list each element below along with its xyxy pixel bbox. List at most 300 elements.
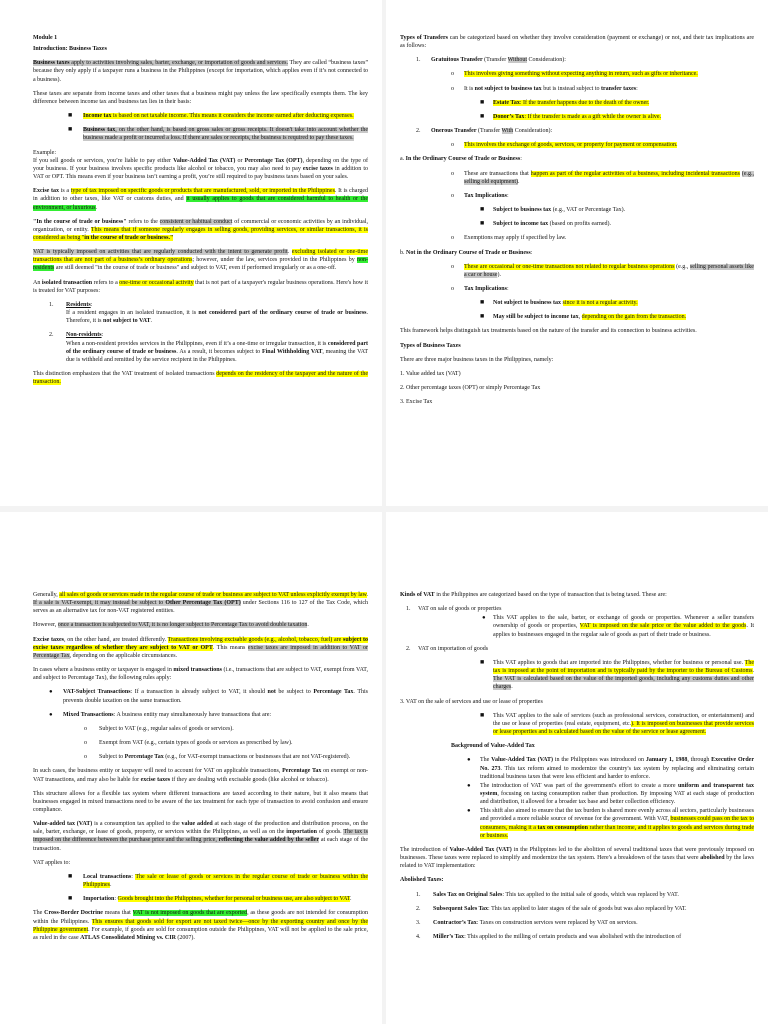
text-run: Goods brought into the Philippines, whether for personal or business use, are also subject to VAT [117,896,350,903]
text-run: : This applied to the milling of certain products and was abolished with the introduction of [464,934,682,940]
text-run: Kinds of VAT [400,592,435,598]
document-page-2 [386,0,768,506]
paragraph-distinction [33,370,368,386]
text-run: , on the other hand, are treated differently. [64,636,168,643]
text-run: abolished [700,855,725,862]
text-run: Percentage Tax [282,768,322,775]
text-run: The sale or lease of goods or services in the regular course of trade or business within the Philippines [83,873,369,889]
number-marker: 2. [416,128,421,135]
text-run: . As a result, it becomes subject to [176,348,262,355]
text-run: , as these goods are not intended for consumption within the Philippines. [33,910,369,925]
text-run: : If the transfer happens due to the death of the owner. [519,99,650,106]
list-item-contractors-tax [400,919,754,927]
list-item-millers-tax [400,933,754,941]
text-run: . [511,684,513,691]
list-item-services-desc [400,712,754,736]
text-run: However, [33,622,58,629]
paragraph-vat-definition [33,820,368,853]
text-run: (e.g., VAT or Percentage Tax). [551,207,626,214]
list-item-donors-tax [400,113,754,121]
text-run: excise taxes [140,776,171,783]
text-run: : [114,896,118,903]
text-run: Tax Implications [464,192,507,199]
text-run: There are three major business taxes in the Philippines, namely: [400,356,554,363]
list-item-subject-vat [33,725,368,733]
text-run: . This means [212,644,248,651]
list-item-subject-business-tax [400,206,754,214]
list-item-onerous [400,127,754,135]
list-item-subject-income-tax [400,220,754,228]
text-run: . Therefore, it is [66,310,368,325]
circle-marker: o [451,85,454,92]
text-run: businesses could pass on the tax to consumers, making it a [480,816,754,831]
text-run: isolated transaction [41,279,93,286]
text-run: Percentage Tax [313,689,354,696]
text-run: type of tax imposed on specific goods or products that are manufactured, sold, or imported in the Philippines [70,188,335,195]
text-run: . [349,896,352,903]
text-run: Residents [66,301,91,308]
text-run: not considered part of the ordinary course of trade or business [198,310,367,317]
list-item-subject-percentage [33,753,368,761]
text-run: , focusing on taxing consumption rather than production. By imposing VAT at each stage of production and distribution, it allowed for a broader tax base and better collection efficiency. [480,790,754,806]
text-run: subject to excise taxes regardless of whether they are subject to VAT or OPT [33,636,369,651]
paragraph-three-taxes [400,356,754,364]
text-run: : If the transfer is made as a gift while the owner is alive. [524,113,662,120]
text-run: The tax is imposed on the difference between the purchase price and the selling price, [33,829,368,844]
text-run: (2007). [175,934,195,941]
text-run: Example: [33,149,56,156]
text-run: reflecting the value added by the seller [218,837,320,844]
paragraph-kinds-of-vat [400,591,754,599]
text-run: (e.g., for VAT-exempt transactions or businesses that are not VAT-registered). [163,754,351,761]
text-run: is a [59,188,71,195]
text-run: Not in the Ordinary Course of Trade or Business [406,249,531,256]
paragraph-such-cases [33,767,368,783]
text-run: . [366,592,368,598]
text-run: Sales Tax on Original Sales [433,891,503,898]
text-run: . [752,668,754,675]
text-run: This ensures that goods sold for export are not taxed twice—once by the exporting country and once by the Philippine government [33,918,368,933]
list-item-vat-introduced [400,756,754,780]
text-run: Value-added tax (VAT) [33,821,93,828]
text-run: rather than income, and it applies to goods and services during trade or business. [480,824,755,839]
text-run: Executive Order No. 273 [480,757,754,772]
bullet-marker: ■ [480,97,485,106]
text-run: Consideration): [513,128,553,135]
text-run: Onerous Transfer [431,128,477,135]
heading-abolished-taxes: Abolished Taxes: [400,877,444,884]
list-item-estate-tax [400,99,754,107]
text-run: all sales of goods or services made in the regular course of trade or business are subject to VAT unless explicitly exempt by law [59,592,367,598]
list-item-uniform-system [400,782,754,806]
text-run: In such cases, the business entity or taxpayer will need to account for VAT on applicable transactions, [33,768,283,775]
circle-marker: o [451,192,454,199]
text-run: . It applies to businesses engaged in the regular sale of goods as part of their trade or business. [493,623,755,638]
text-run: Contractor’s Tax [433,919,477,926]
text-run: if they are dealing with excisable goods (like alcohol or tobacco). [170,776,329,783]
text-run: This structure allows for a flexible tax system where different transactions are taxed according to their nature, but it also means that businesses engaged in mixed transactions need to be aware of the tax treatment for each type of transaction to avoid confusion and ensure compliance. [33,790,368,813]
text-run: This VAT applies to the sale, barter, or exchange of goods or properties. Whenever a seller transfers ownership of goods or properties, [493,615,754,630]
text-run: Local transactions [83,873,132,880]
heading-background-vat: Background of Value-Added Tax [451,743,535,750]
text-run: VAT on sale of goods or properties [418,606,502,613]
document-page-1 [0,0,382,506]
text-run: This means that if someone regularly engages in selling goods, providing services, or similar transactions, it is considered as being " [33,226,369,241]
paragraph-excise-tax [33,187,368,211]
text-run: The [480,757,492,764]
paragraph-generally-vat [33,591,368,615]
text-run: excluding isolated or one-time transactions that are not part of a business’s ordinary operations [33,249,368,264]
text-run: consistent or habitual conduct [159,218,233,225]
number-marker: 2. [49,332,54,339]
list-item-importation [33,895,368,903]
bullet-marker: ● [482,615,486,622]
document-page-3 [0,512,382,1024]
text-run: it usually applies to goods that are considered harmful to health or the environment, or luxurious [33,196,368,211]
text-run: (Transfer [482,57,508,64]
text-run: These taxes are separate from income taxes and other taxes that a business might pay unless the law specifically exempts them. The key difference between income tax and business tax lies in their basis: [33,90,368,105]
text-run: May still be subject to income tax [493,314,579,321]
text-run: Consideration): [527,57,566,64]
text-run: on exempt or non-VAT transactions, and may also be liable for [33,768,369,783]
text-run: can be categorized based on whether they involve consideration (payment or exchange) or not, and their tax implications are as follows: [400,35,754,50]
text-run: Subsequent Sales Tax [433,905,489,912]
text-run: Mixed Transactions [63,711,114,718]
text-run: non-residents [33,257,368,272]
bullet-marker: ● [467,757,471,764]
list-item-tax-implications-2 [400,285,754,293]
bullet-marker: ■ [480,219,485,228]
text-run: (based on profits earned). [548,221,611,228]
text-run: Subject to VAT (e.g., regular sales of goods or services). [99,725,234,732]
text-run: The introduction of [400,846,450,853]
text-run: since it is not a regular activity. [562,300,638,307]
paragraph-example [33,149,368,182]
module-title: Module 1 [33,35,58,41]
text-run: depends on the residency of the taxpayer and the nature of the transaction. [33,371,368,386]
tax-type-vat: 1. Value added tax (VAT) [400,370,461,377]
paragraph-types-of-transfers [400,34,754,50]
text-run: Excise taxes [33,636,65,643]
text-run: VAT is imposed on the sale price or the value added to the goods [579,623,747,630]
list-item-tax-burden [400,807,754,840]
text-run: ). It is imposed on businesses that provide services or lease properties and is calculated based on the value of the service or lease agreement. [493,720,755,736]
text-run: , [578,314,582,321]
bullet-marker: ■ [480,312,485,321]
text-run: of commercial or economic activities by an individual, organization, or entity. [33,218,368,233]
text-run: This shift also aimed to ensure that the tax burden is shared more evenly across all sectors, particularly businesses and provided a more reliable source of revenue for the government. With VAT, [480,808,754,823]
text-run: refers to the [126,218,160,225]
list-item-importation-desc [400,659,754,692]
text-run: ATLAS Consolidated Mining vs. CIR [80,934,176,941]
text-run: : [506,285,509,292]
text-run: : [506,192,509,199]
text-run: VAT applies to: [33,859,71,866]
text-run: Importation [83,896,115,903]
text-run: Subject to business tax [493,207,552,214]
text-run: . [307,622,309,629]
text-run: in the Philippines are categorized based on the type of transaction that is being taxed. These are: [434,592,667,598]
text-run: Value-Added Tax (VAT) [449,846,512,853]
list-item-non-residents [33,331,368,364]
paragraph-cross-border [33,909,368,942]
list-item-vat-sale-goods [400,605,754,613]
text-run: Value-Added Tax (VAT) [173,157,236,164]
text-run: Not subject to business tax [493,300,562,307]
list-item-exemptions [400,234,754,242]
bullet-marker: ■ [480,657,485,666]
text-run: Non-residents [66,332,102,339]
text-run: : [520,156,522,163]
text-run: at each stage of the transaction. [33,837,369,852]
number-marker: 1. [416,57,421,64]
list-item-business-tax [33,126,368,142]
text-run: be subject to [275,689,314,696]
text-run: considered part of the ordinary course of trade or business [66,340,368,355]
text-run: happen as part of the regular activities of a business, including incidental transactions [530,170,740,177]
bullet-marker: ■ [480,298,485,307]
bullet-marker: ● [467,808,471,815]
text-run: excise taxes [302,165,333,172]
text-run: importation [286,829,317,836]
text-run: in the Philippines was introduced on [553,757,646,764]
text-run: : [636,85,638,92]
text-run: Types of Transfers [400,35,448,41]
text-run: : [530,249,533,256]
circle-marker: o [451,71,454,78]
paragraph-flexible-system [33,790,368,814]
text-run: "In the course of trade or business" [33,218,127,225]
list-item-income-tax [33,112,368,120]
text-run: They are called “business taxes” because they only apply if a taxpayer runs a business in the Philippines (except for importation, which applies even if it’s not connected to a business). [33,60,369,83]
text-run: The introduction of VAT was part of the government's effort to create a more [480,782,678,789]
paragraph-framework [400,327,754,335]
text-run: . [95,204,97,211]
paragraph-course-of-trade [33,218,368,242]
paragraph-business-taxes [33,59,368,83]
text-run: refers to a [92,279,120,286]
text-run: not [267,689,276,696]
text-run: January 1, 1988 [645,757,688,764]
text-run: in the Philippines led to the abolition of several traditional taxes that were previously imposed on businesses. These taxes were replaced to simplify and modernize the tax system. Here's a breakdown of the taxes that were [400,846,755,862]
text-run: : Taxes on construction services were replaced by VAT on services. [476,919,638,926]
text-run: If a sale is VAT-exempt, it may instead be subject to [33,600,166,607]
text-run: , depending on the applicable circumstances. [69,652,178,659]
text-run: (i.e., transactions that are subject to VAT, exempt from VAT, and subject to Percentage Tax), the following rules apply: [33,667,368,682]
circle-marker: o [451,235,454,242]
text-run: not subject to business tax [474,85,542,92]
list-item-local-transactions [33,873,368,889]
text-run: Exemptions may apply if specified by law. [464,235,567,242]
paragraph-mixed-transactions [33,666,368,682]
text-run: are still deemed "in the course of trade or business" and subject to VAT, even if performed irregularly or as a one-off. [54,265,337,272]
number-marker: 3. [416,919,421,926]
bullet-marker: ● [49,711,53,718]
text-run: one-time or occasional activity [119,279,194,286]
text-run: Exempt from VAT (e.g., certain types of goods or services as prescribed by law). [99,740,293,747]
bullet-marker: ● [49,689,53,696]
heading-not-ordinary-course [400,249,754,257]
text-run: ). [497,271,501,278]
text-run: Business tax [83,127,116,134]
text-run: . [110,882,112,889]
list-item-gratuitous [400,56,754,64]
text-run: An [33,279,42,286]
text-run: not subject to VAT [102,318,151,325]
text-run: : A business entity may simultaneously have transactions that are: [113,711,272,718]
bullet-marker: ● [467,782,471,789]
text-run: Generally, [33,592,60,598]
circle-marker: o [84,725,87,732]
text-run: Percentage Tax [124,754,164,761]
circle-marker: o [451,263,454,270]
text-run: , through [687,757,712,764]
text-run: The [33,910,45,917]
document-page-4 [386,512,768,1024]
heading-ordinary-course [400,155,754,163]
text-run: The VAT is calculated based on the value of the imported goods, including any customs duties and other charges [493,676,754,691]
number-marker: 2. [416,905,421,912]
list-item-residents [33,301,368,325]
text-run: of goods. [316,829,344,836]
text-run: : This tax applied to later stages of the sale of goods but was also replaced by VAT. [488,905,687,912]
paragraph-excise-taxes [33,636,368,660]
text-run: Gratuitous Transfer [431,57,483,64]
text-run: excise taxes are imposed in addition to VAT or Percentage Tax [33,644,369,659]
text-run: Donor’s Tax [493,113,525,120]
text-run: : [101,332,104,339]
text-run: Without [507,57,528,64]
text-run: 3. VAT on the sale of services and use or lease of properties [400,698,543,705]
bullet-marker: ■ [68,894,73,903]
list-item-tax-implications [400,192,754,200]
tax-type-opt: 2. Other percentage taxes (OPT) or simply Percentage Tax [400,385,541,392]
text-run: Miller’s Tax [433,934,465,940]
number-marker: 4. [416,934,421,940]
text-run: is a consumption tax applied to the [92,821,182,828]
list-item-sale-goods-desc [400,614,754,638]
text-run: These are occasional or one-time transactions not related to regular business operations [464,263,675,270]
text-run: under Sections 116 to 127 of the Tax Code, which serves as an alternative tax for non-VAT registered entities. [33,600,368,615]
number-marker: 2. [406,645,411,652]
text-run: a. [400,156,406,163]
paragraph-vat-imposed [33,248,368,272]
list-item-vat-importation [400,645,754,653]
text-run: value added [181,821,213,828]
paragraph-double-taxation [33,621,368,629]
text-run: If you sell goods or services, you’re liable to pay either [33,157,174,164]
text-run: : This tax applied to the initial sale of goods, which was replaced by VAT. [502,891,679,898]
text-run: Tax Implications [464,285,507,292]
text-run: . [287,249,292,256]
text-run: : [131,873,136,880]
text-run: tax on consumption [537,824,588,831]
bullet-marker: ■ [480,710,485,719]
text-run: Other Percentage Tax (OPT) [165,600,241,607]
bullet-marker: ■ [68,871,73,880]
text-run: It is [464,85,475,92]
text-run: VAT-Subject Transactions [63,689,131,696]
text-run: Subject to [99,754,125,761]
text-run: When a non-resident provides services in the Philippines, even if it’s a one-time or irregular transaction, it is [66,340,328,347]
text-run: Percentage Tax (OPT) [244,157,303,164]
text-run: . [518,178,520,185]
text-run: or [235,157,245,164]
text-run: in addition to VAT or OPT. This means even if your business isn’t earning a profit, you’re still required to pay business taxes based on your sales. [33,165,369,181]
list-item-sales-tax [400,891,754,899]
paragraph-vat-applies [33,859,368,867]
text-run: In cases where a business entity or taxpayer is engaged in [33,667,174,674]
list-item-subsequent-sales-tax [400,905,754,913]
list-item-not-subject-business-tax [400,299,754,307]
text-run: Final Withholding VAT [261,348,323,355]
text-run: selling personal assets like a car or house [464,263,754,278]
text-run: , meaning the VAT due is withheld and remitted by the service recipient in the Philippines. [66,348,368,363]
number-marker: 1. [416,891,421,898]
text-run: This VAT applies to the sale of services (such as professional services, construction, or entertainment) and the use or lease of properties (real estate, equipment, etc. [493,712,754,727]
text-run: but is instead subject to [541,85,602,92]
intro-heading: Introduction: Business Taxes [33,46,107,53]
text-run: . For example, if goods are sold for consumption outside the Philippines, VAT will not be applied to the sale price, as ruled in the case [33,926,368,941]
paragraph-isolated-transaction [33,279,368,295]
text-run: depending on the gain from the transaction. [581,314,687,321]
text-run: : [90,301,93,308]
text-run: once a transaction is subjected to VAT, it is no longer subject to Percentage Tax to avoid double taxation [57,622,308,629]
bullet-marker: ■ [480,205,485,214]
text-run: apply to activities involving sales, barter, exchange, or importation of goods and services. [69,60,288,67]
text-run: In the Ordinary Course of Trade or Business [405,156,521,163]
bullet-marker: ■ [480,111,485,120]
text-run: Business taxes [33,60,70,67]
circle-marker: o [451,285,454,292]
text-run: is based on net taxable income. This means it considers the income earned after deducting expenses. [111,113,354,120]
text-run: This framework helps distinguish tax treatments based on the nature of the transfer and its connection to business activities. [400,328,697,335]
list-item-exempt-vat [33,739,368,747]
text-run: VAT on importation of goods [418,645,489,652]
text-run: Value-Added Tax (VAT) [491,757,554,764]
text-run: by the laws related to VAT implementation: [400,855,754,870]
list-item-gratuitous-desc [400,70,754,78]
text-run: , on the other hand, is based on gross sales or gross receipts. It doesn't take into account whether the business made a profit or incurred a loss. If there are sales or receipts, the business is required to pay these taxes. [83,127,368,142]
text-run: b. [400,249,406,256]
text-run: in the course of trade or business." [84,234,174,241]
list-item-ordinary-desc [400,170,754,186]
number-marker: 1. [49,301,54,308]
paragraph-vat-introduction [400,846,754,870]
text-run: ; however, under the law, services provided in the Philippines by [192,257,357,264]
text-run: This involves giving something without expecting anything in return, such as gifts or inheritance. [464,71,698,78]
text-run: . This tax reform aimed to modernize the country's tax system by replacing and eliminating certain traditional business taxes that were less efficient and harder to enforce. [480,765,754,780]
list-item-onerous-desc [400,141,754,149]
text-run: If a resident engages in an isolated transaction, it is [66,310,199,317]
text-run: VAT is typically imposed on activities that are regularly conducted with the intent to generate profit [33,249,288,256]
list-item-mixed [33,711,368,719]
text-run: These are transactions that [464,170,531,177]
text-run: This VAT applies to goods that are imported into the Philippines, whether for business or personal use. [493,659,745,666]
text-run: . [150,318,152,325]
text-run: mixed transactions [173,667,222,674]
text-run: Income tax [83,113,112,120]
text-run: means that [102,910,133,917]
paragraph-separate-taxes [33,90,368,106]
text-run: Subject to income tax [493,221,549,228]
text-run: transfer taxes [601,85,637,92]
text-run: Excise tax [33,188,60,195]
text-run: Estate Tax [493,99,520,106]
text-run: This distinction emphasizes that the VAT treatment of isolated transactions [33,371,217,377]
list-item-transfer-taxes [400,85,754,93]
heading-types-business-taxes: Types of Business Taxes [400,342,461,349]
